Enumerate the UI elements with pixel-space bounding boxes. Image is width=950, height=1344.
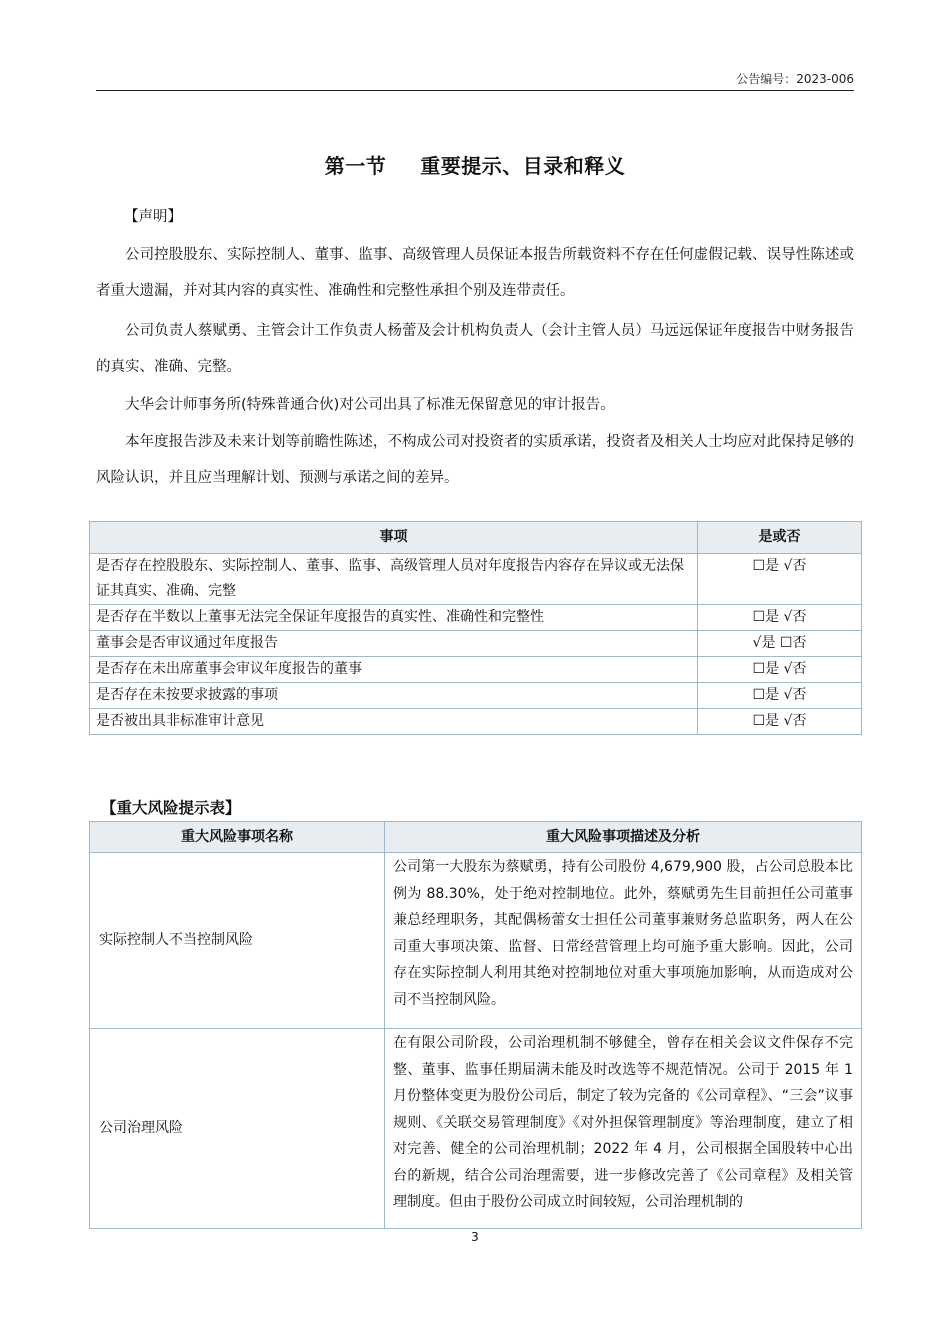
declaration-answer: √是 ☐否	[698, 631, 862, 657]
declaration-item: 是否存在控股股东、实际控制人、董事、监事、高级管理人员对年度报告内容存在异议或无法保证其真实、准确、完整	[90, 554, 698, 605]
statement-heading: 【声明】	[124, 209, 182, 225]
table-row	[90, 709, 862, 735]
statement-paragraph: 大华会计师事务所(特殊普通合伙)对公司出具了标准无保留意见的审计报告。	[125, 397, 615, 413]
declaration-table	[89, 521, 862, 735]
declaration-item: 是否被出具非标准审计意见	[90, 709, 698, 735]
section-number: 第一节	[324, 154, 387, 178]
declaration-item: 是否存在未出席董事会审议年度报告的董事	[90, 657, 698, 683]
statement-paragraph: 公司控股股东、实际控制人、董事、监事、高级管理人员保证本报告所载资料不存在任何虚假记载、误导性陈述或者重大遗漏，并对其内容的真实性、准确性和完整性承担个别及连带责任。	[96, 247, 854, 299]
table-row	[90, 657, 862, 683]
section-title-text: 重要提示、目录和释义	[420, 154, 626, 178]
table-row	[90, 683, 862, 709]
declaration-answer: ☐是 √否	[698, 657, 862, 683]
table-row	[90, 631, 862, 657]
table-row	[90, 605, 862, 631]
statement-paragraph: 公司负责人蔡赋勇、主管会计工作负责人杨蕾及会计机构负责人（会计主管人员）马远远保证年度报告中财务报告的真实、准确、完整。	[96, 323, 854, 375]
declaration-item: 董事会是否审议通过年度报告	[90, 631, 698, 657]
table-header-row	[90, 822, 862, 853]
risk-name: 实际控制人不当控制风险	[90, 853, 385, 1029]
risk-description: 在有限公司阶段，公司治理机制不够健全，曾存在相关会议文件保存不完整、董事、监事任期届满未能及时改选等不规范情况。公司于 2015 年 1 月份整体变更为股份公司后，制定了较为完备的《公司章程》、“三会”议事规则、《关联交易管理制度》《对外担保管理制度》等治理制度，建立了相对完善、健全的公司治理机制；2022 年 4 月，公司根据全国股转中心出台的新规，结合公司治理需要，进一步修改完善了《公司章程》及相关管理制度。但由于股份公司成立时间较短，公司治理机制的	[385, 1029, 862, 1229]
declaration-answer: ☐是 √否	[698, 709, 862, 735]
column-header: 是或否	[698, 522, 862, 554]
declaration-item: 是否存在半数以上董事无法完全保证年度报告的真实性、准确性和完整性	[90, 605, 698, 631]
table-row	[90, 554, 862, 605]
column-header: 重大风险事项名称	[90, 822, 385, 853]
announcement-number: 公告编号：2023-006	[736, 72, 854, 86]
risk-table	[89, 821, 862, 1229]
declaration-item: 是否存在未按要求披露的事项	[90, 683, 698, 709]
declaration-answer: ☐是 √否	[698, 554, 862, 605]
page-header	[96, 66, 854, 91]
risk-description: 公司第一大股东为蔡赋勇，持有公司股份 4,679,900 股，占公司总股本比例为 88.30%，处于绝对控制地位。此外，蔡赋勇先生目前担任公司董事兼总经理职务，其配偶杨蕾女士担任公司董事兼财务总监职务，两人在公司重大事项决策、监督、日常经营管理上均可施予重大影响。因此，公司存在实际控制人利用其绝对控制地位对重大事项施加影响，从而造成对公司不当控制风险。	[385, 853, 862, 1029]
table-row	[90, 1029, 862, 1229]
declaration-answer: ☐是 √否	[698, 605, 862, 631]
table-row	[90, 853, 862, 1029]
section-title	[0, 150, 950, 179]
column-header: 重大风险事项描述及分析	[385, 822, 862, 853]
page-number: 3	[471, 1230, 479, 1244]
statement-paragraph: 本年度报告涉及未来计划等前瞻性陈述，不构成公司对投资者的实质承诺，投资者及相关人士均应对此保持足够的风险认识，并且应当理解计划、预测与承诺之间的差异。	[96, 434, 854, 486]
declaration-answer: ☐是 √否	[698, 683, 862, 709]
column-header: 事项	[90, 522, 698, 554]
risk-name: 公司治理风险	[90, 1029, 385, 1229]
risk-table-title: 【重大风险提示表】	[101, 799, 241, 817]
table-header-row	[90, 522, 862, 554]
